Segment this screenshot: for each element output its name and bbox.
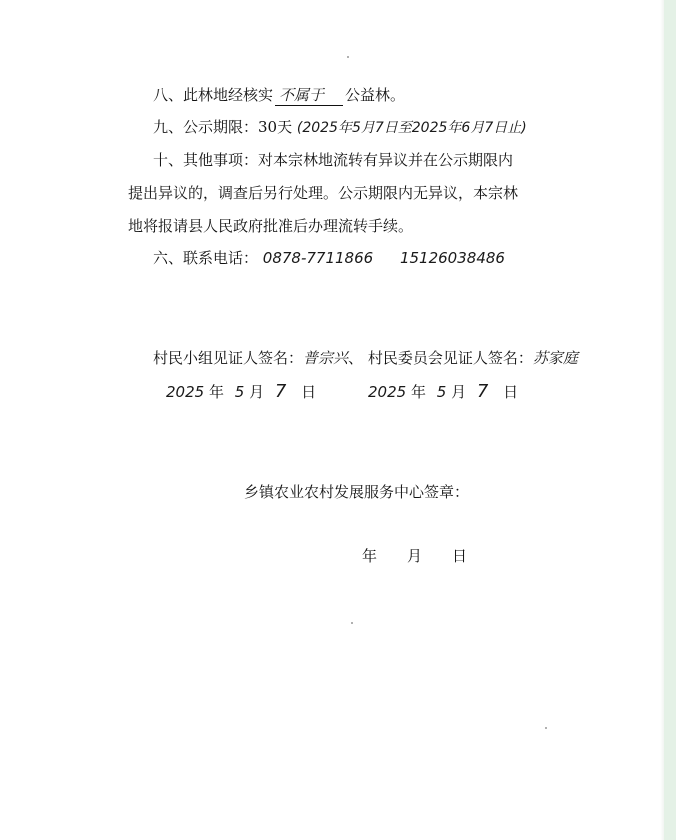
committee-date-month: 5 — [436, 383, 447, 401]
committee-witness-date — [368, 382, 518, 402]
group-witness-signature: 普宗兴 — [303, 349, 349, 367]
item8-prefix: 八、此林地经核实 — [153, 86, 274, 104]
group-date-month-unit: 月 — [249, 383, 265, 401]
item9-line — [153, 117, 527, 138]
group-witness-label: 村民小组见证人签名： — [153, 349, 304, 367]
item9-prefix: 九、公示期限：30天 — [153, 118, 293, 136]
scan-speck — [347, 56, 349, 58]
scan-speck — [545, 727, 547, 729]
contact-phone1: 0878-7711866 — [262, 249, 374, 267]
contact-label: 六、联系电话： — [153, 249, 259, 267]
committee-date-month-unit: 月 — [451, 383, 467, 401]
witness-line — [153, 348, 578, 368]
item9-handwritten: (2025年5月7日至2025年6月7日止) — [296, 120, 527, 136]
contact-line — [153, 248, 505, 268]
committee-date-day: 7 — [476, 381, 489, 402]
item8-handwritten: 不属于 — [275, 85, 343, 106]
group-witness-date — [166, 382, 316, 402]
scan-speck — [351, 622, 353, 624]
committee-date-day-unit: 日 — [503, 383, 519, 401]
item10-line1: 十、其他事项：对本宗林地流转有异议并在公示期限内 — [153, 151, 514, 169]
item10-line2: 提出异议的，调查后另行处理。公示期限内无异议，本宗林 — [128, 184, 519, 202]
group-date-year: 2025 — [166, 383, 205, 401]
group-date-month: 5 — [234, 383, 245, 401]
page-edge — [664, 0, 676, 840]
group-date-year-unit: 年 — [208, 383, 224, 401]
committee-witness-label: 村民委员会见证人签名： — [367, 349, 533, 367]
committee-date-year-unit: 年 — [410, 383, 426, 401]
item10-line3: 地将报请县人民政府批准后办理流转手续。 — [128, 217, 414, 235]
committee-date-year: 2025 — [368, 383, 407, 401]
witness-separator: 、 — [348, 349, 364, 367]
item8-line — [153, 85, 405, 106]
group-date-day-unit: 日 — [301, 383, 317, 401]
center-label: 乡镇农业农村发展服务中心签章： — [244, 483, 470, 501]
committee-witness-signature: 苏家庭 — [532, 349, 578, 367]
center-date: 年 月 日 — [362, 547, 468, 565]
contact-phone2: 15126038486 — [399, 249, 505, 267]
group-date-day: 7 — [274, 381, 287, 402]
item8-suffix: 公益林。 — [345, 86, 406, 104]
